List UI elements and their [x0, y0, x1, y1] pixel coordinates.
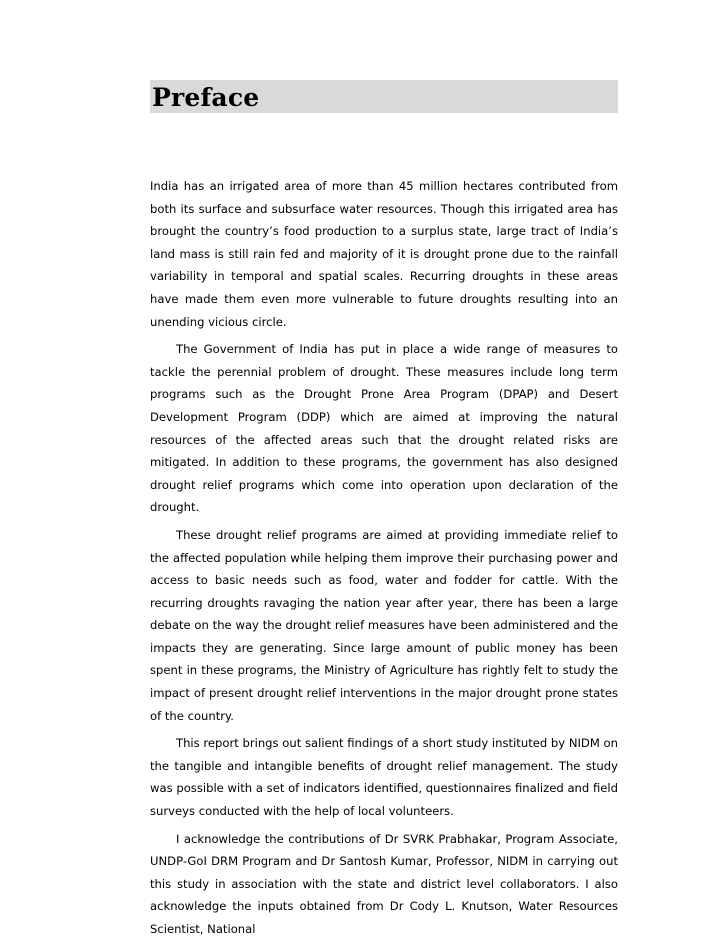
paragraph-2: The Government of India has put in place a wide range of measures to tackle the perennial problem of drought. These measures include long term programs such as the Drought Prone Area Program (DPAP) and Desert Development Program (DDP) which are aimed at improving the natural resources of the affected areas such that the drought related risks are mitigated. In addition to these programs, the government has also designed drought relief programs which come into operation upon declaration of the drought.: [150, 342, 618, 515]
preface-body: [150, 175, 618, 946]
paragraph-4: This report brings out salient findings of a short study instituted by NIDM on the tangible and intangible benefits of drought relief management. The study was possible with a set of indicators identified, questionnaires finalized and field surveys conducted with the help of local volunteers.: [150, 736, 618, 819]
paragraph-3: These drought relief programs are aimed at providing immediate relief to the affected population while helping them improve their purchasing power and access to basic needs such as food, water and fodder for cattle. With the recurring droughts ravaging the nation year after year, there has been a large debate on the way the drought relief measures have been administered and the impacts they are generating. Since large amount of public money has been spent in these programs, the Ministry of Agriculture has rightly felt to study the impact of present drought relief interventions in the major drought prone states of the country.: [150, 527, 618, 723]
paragraph-5: I acknowledge the contributions of Dr SVRK Prabhakar, Program Associate, UNDP-GoI DRM Program and Dr Santosh Kumar, Professor, NIDM in carrying out this study in association with the state and district level collaborators. I also acknowledge the inputs obtained from Dr Cody L. Knutson, Water Resources Scientist, National: [150, 831, 618, 936]
heading-bar: [150, 80, 618, 113]
page-title: Preface: [152, 83, 260, 112]
paragraph-1: India has an irrigated area of more than 45 million hectares contributed from both its surface and subsurface water resources. Though this irrigated area has brought the country’s food production to a surplus state, large tract of India’s land mass is still rain fed and majority of it is drought prone due to the rainfall variability in temporal and spatial scales. Recurring droughts in these areas have made them even more vulnerable to future droughts resulting into an unending vicious circle.: [150, 179, 618, 329]
